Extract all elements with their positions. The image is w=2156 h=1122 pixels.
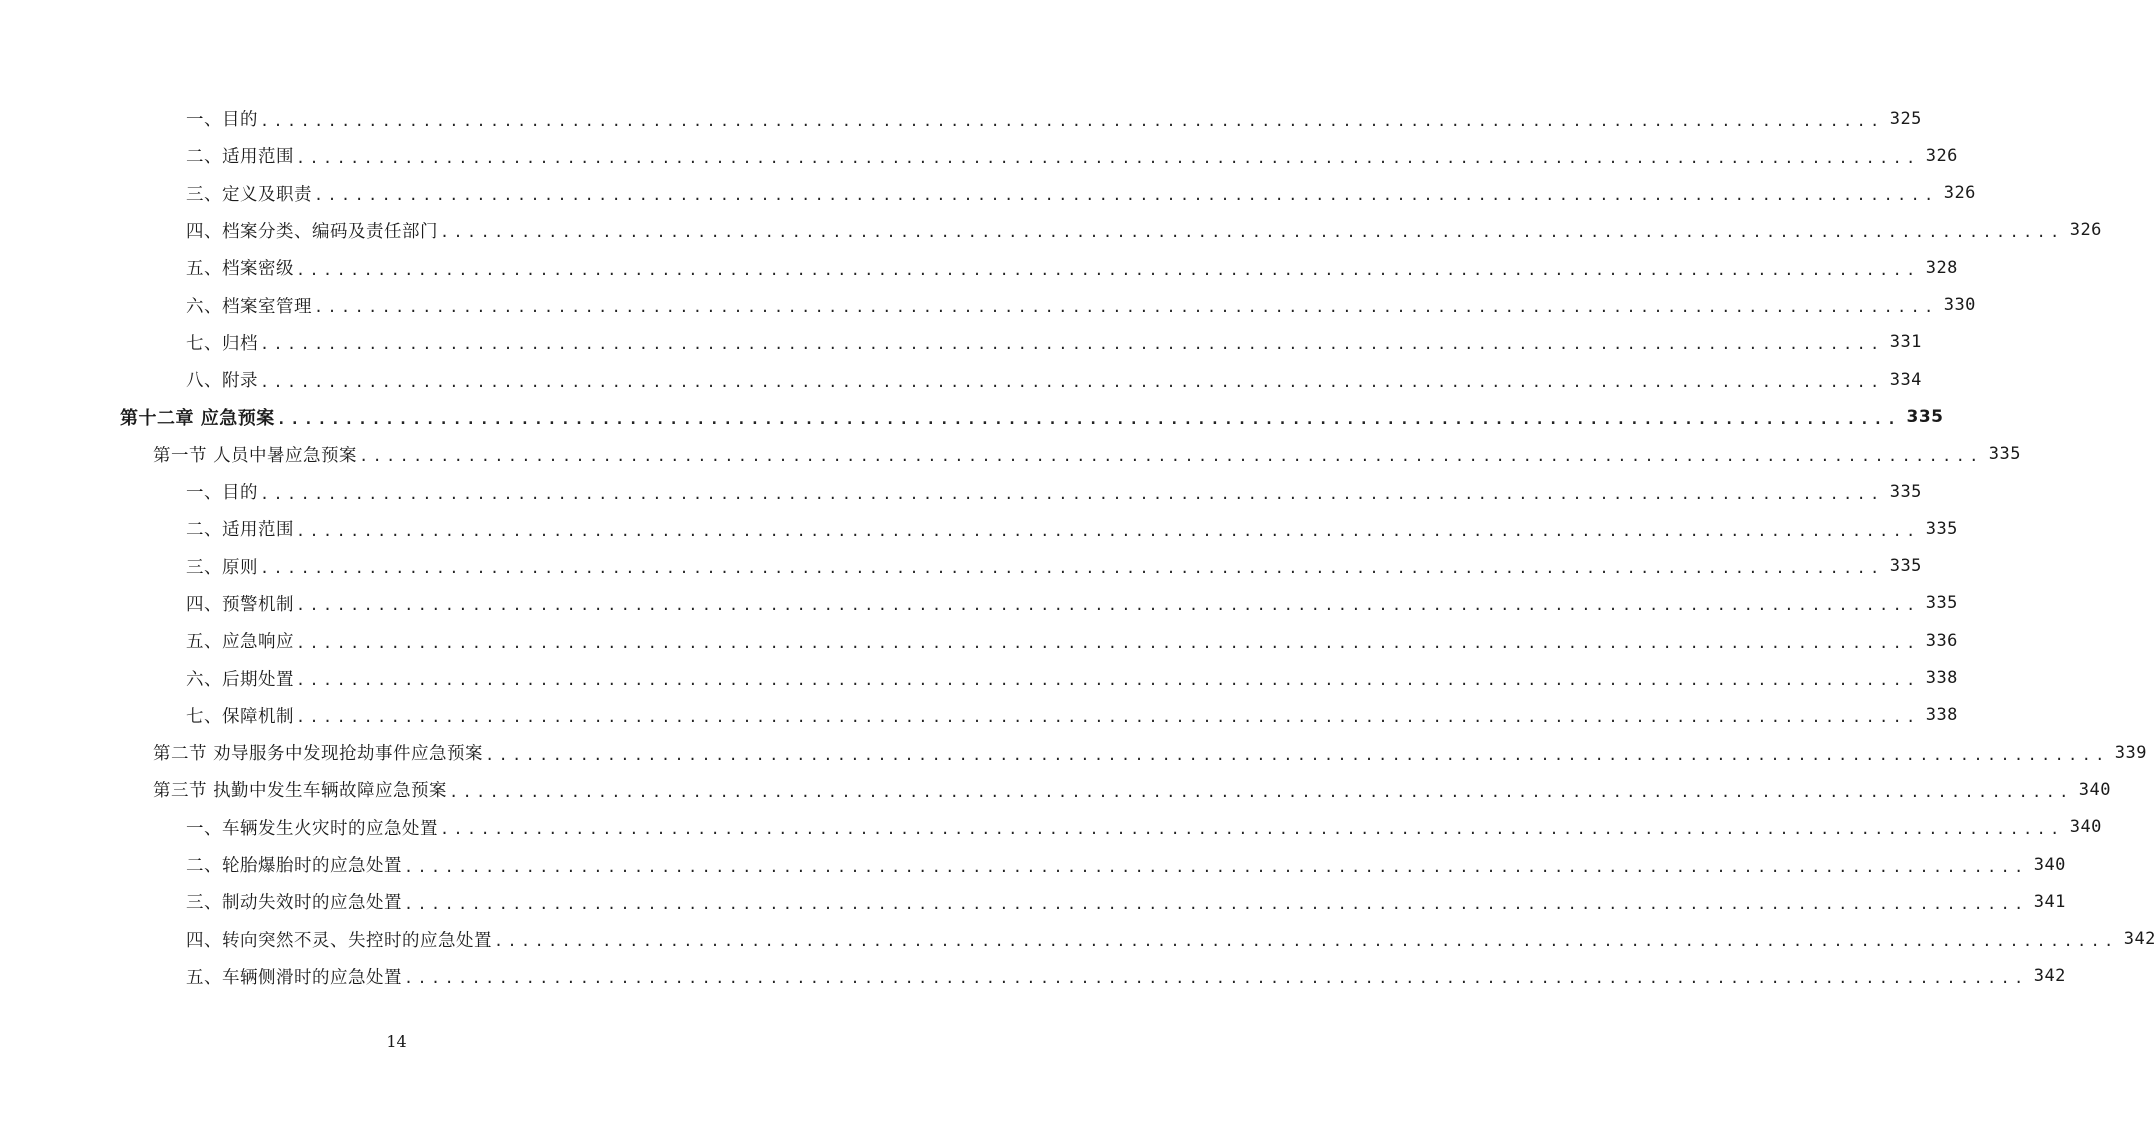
toc-dot-leader: ........................................................................................................................ bbox=[485, 745, 2109, 764]
toc-entry-title: 四、档案分类、编码及责任部门 bbox=[186, 221, 438, 242]
toc-entry-page: 335 bbox=[1925, 518, 1958, 539]
toc-item-entry[interactable] bbox=[186, 324, 1922, 361]
toc-entry-page: 339 bbox=[2114, 742, 2147, 763]
toc-entry-title: 六、档案室管理 bbox=[186, 296, 312, 317]
toc-entry-title: 第十二章 应急预案 bbox=[120, 407, 275, 429]
toc-entry-page: 326 bbox=[1943, 183, 1976, 204]
toc-entry-title: 五、应急响应 bbox=[186, 632, 294, 653]
toc-entry-title: 三、制动失效时的应急处置 bbox=[186, 893, 402, 914]
toc-entry-page: 335 bbox=[1889, 556, 1922, 577]
toc-item-entry[interactable] bbox=[186, 473, 1922, 510]
toc-entry-title: 七、保障机制 bbox=[186, 706, 294, 727]
toc-entry-title: 三、原则 bbox=[186, 557, 258, 578]
toc-dot-leader: ........................................................................................................................ bbox=[404, 857, 2028, 876]
toc-entry-title: 七、归档 bbox=[186, 333, 258, 354]
toc-entry-page: 328 bbox=[1925, 257, 1958, 278]
toc-item-entry[interactable] bbox=[186, 287, 1976, 324]
toc-dot-leader: ........................................................................................................................ bbox=[314, 186, 1938, 205]
toc-entry-title: 五、车辆侧滑时的应急处置 bbox=[186, 967, 402, 988]
toc-dot-leader: ........................................................................................................................ bbox=[449, 782, 2073, 801]
toc-dot-leader: ........................................................................................................................ bbox=[404, 969, 2028, 988]
toc-dot-leader: ........................................................................................................................ bbox=[440, 223, 2064, 242]
toc-section-entry[interactable] bbox=[153, 771, 2111, 808]
toc-dot-leader: ........................................................................................................................ bbox=[296, 671, 1920, 689]
toc-entry-page: 342 bbox=[2033, 966, 2066, 987]
toc-dot-leader: ........................................................................................................................ bbox=[260, 559, 1884, 578]
toc-section-entry[interactable] bbox=[153, 436, 2021, 473]
toc-entry-page: 338 bbox=[1925, 668, 1958, 688]
toc-entry-title: 三、定义及职责 bbox=[186, 184, 312, 205]
toc-item-entry[interactable] bbox=[186, 548, 1922, 585]
toc-entry-page: 335 bbox=[1889, 481, 1922, 502]
toc-item-entry[interactable] bbox=[186, 175, 1976, 212]
toc-entry-page: 340 bbox=[2069, 817, 2102, 838]
toc-item-entry[interactable] bbox=[186, 510, 1958, 547]
toc-item-entry[interactable] bbox=[186, 137, 1958, 174]
toc-dot-leader: ........................................................................................................................ bbox=[276, 409, 1901, 428]
toc-chapter-entry[interactable] bbox=[120, 398, 1944, 435]
toc-dot-leader: ........................................................................................................................ bbox=[359, 447, 1983, 466]
toc-item-entry[interactable] bbox=[186, 958, 2066, 995]
toc-entry-page: 331 bbox=[1889, 332, 1922, 353]
toc-section-entry[interactable] bbox=[153, 734, 2147, 771]
toc-item-entry[interactable] bbox=[186, 809, 2102, 846]
toc-entry-page: 334 bbox=[1889, 369, 1922, 390]
toc-entry-title: 二、适用范围 bbox=[186, 147, 294, 168]
toc-dot-leader: ........................................................................................................................ bbox=[296, 260, 1920, 279]
toc-item-entry[interactable] bbox=[186, 622, 1958, 659]
toc-entry-page: 335 bbox=[1925, 593, 1958, 614]
toc-dot-leader: ........................................................................................................................ bbox=[260, 335, 1884, 354]
toc-item-entry[interactable] bbox=[186, 660, 1958, 697]
toc-dot-leader: ........................................................................................................................ bbox=[260, 484, 1884, 503]
toc-entry-page: 335 bbox=[1988, 444, 2021, 465]
toc-item-entry[interactable] bbox=[186, 361, 1922, 398]
toc-entry-title: 一、车辆发生火灾时的应急处置 bbox=[186, 818, 438, 839]
toc-entry-title: 四、预警机制 bbox=[186, 594, 294, 615]
toc-dot-leader: ........................................................................................................................ bbox=[296, 521, 1920, 540]
toc-item-entry[interactable] bbox=[186, 100, 1922, 137]
toc-item-entry[interactable] bbox=[186, 585, 1958, 622]
toc-item-entry[interactable] bbox=[186, 697, 1958, 734]
toc-dot-leader: ........................................................................................................................ bbox=[296, 148, 1920, 167]
toc-dot-leader: ........................................................................................................................ bbox=[314, 298, 1938, 316]
toc-dot-leader: ........................................................................................................................ bbox=[296, 633, 1920, 652]
toc-entry-title: 第二节 劝导服务中发现抢劫事件应急预案 bbox=[153, 744, 484, 765]
toc-entry-page: 336 bbox=[1925, 630, 1958, 651]
toc-dot-leader: ........................................................................................................................ bbox=[404, 894, 2028, 913]
toc-entry-title: 四、转向突然不灵、失控时的应急处置 bbox=[186, 930, 492, 951]
toc-entry-page: 330 bbox=[1943, 295, 1976, 315]
toc-entry-title: 二、适用范围 bbox=[186, 520, 294, 541]
toc-entry-title: 二、轮胎爆胎时的应急处置 bbox=[186, 856, 402, 876]
toc-item-entry[interactable] bbox=[186, 921, 2156, 958]
toc-item-entry[interactable] bbox=[186, 249, 1958, 286]
toc-entry-title: 第三节 执勤中发生车辆故障应急预案 bbox=[153, 781, 448, 802]
toc-entry-page: 326 bbox=[2069, 220, 2102, 241]
toc-dot-leader: ........................................................................................................................ bbox=[296, 708, 1920, 727]
toc-item-entry[interactable] bbox=[186, 883, 2066, 920]
toc-dot-leader: ........................................................................................................................ bbox=[440, 820, 2064, 839]
toc-entry-title: 一、目的 bbox=[186, 483, 258, 503]
toc-entry-title: 一、目的 bbox=[186, 110, 258, 130]
toc-entry-title: 五、档案密级 bbox=[186, 259, 294, 280]
toc-entry-title: 第一节 人员中暑应急预案 bbox=[153, 445, 358, 466]
toc-dot-leader: ........................................................................................................................ bbox=[260, 111, 1884, 130]
toc-entry-title: 八、附录 bbox=[186, 371, 258, 392]
toc-item-entry[interactable] bbox=[186, 212, 2102, 249]
toc-entry-page: 335 bbox=[1906, 406, 1944, 427]
toc-dot-leader: ........................................................................................................................ bbox=[494, 932, 2118, 951]
toc-entry-page: 325 bbox=[1889, 108, 1922, 129]
toc-entry-title: 六、后期处置 bbox=[186, 669, 294, 690]
page-number: 14 bbox=[386, 1032, 407, 1051]
toc-item-entry[interactable] bbox=[186, 846, 2066, 883]
toc-entry-page: 340 bbox=[2033, 854, 2066, 875]
toc-entry-page: 326 bbox=[1925, 145, 1958, 166]
toc-entry-page: 338 bbox=[1925, 705, 1958, 726]
toc-entry-page: 341 bbox=[2033, 891, 2066, 912]
toc-entry-page: 340 bbox=[2078, 779, 2111, 800]
toc-dot-leader: ........................................................................................................................ bbox=[260, 372, 1884, 391]
toc-dot-leader: ........................................................................................................................ bbox=[296, 596, 1920, 615]
toc-entry-page: 342 bbox=[2123, 929, 2156, 950]
